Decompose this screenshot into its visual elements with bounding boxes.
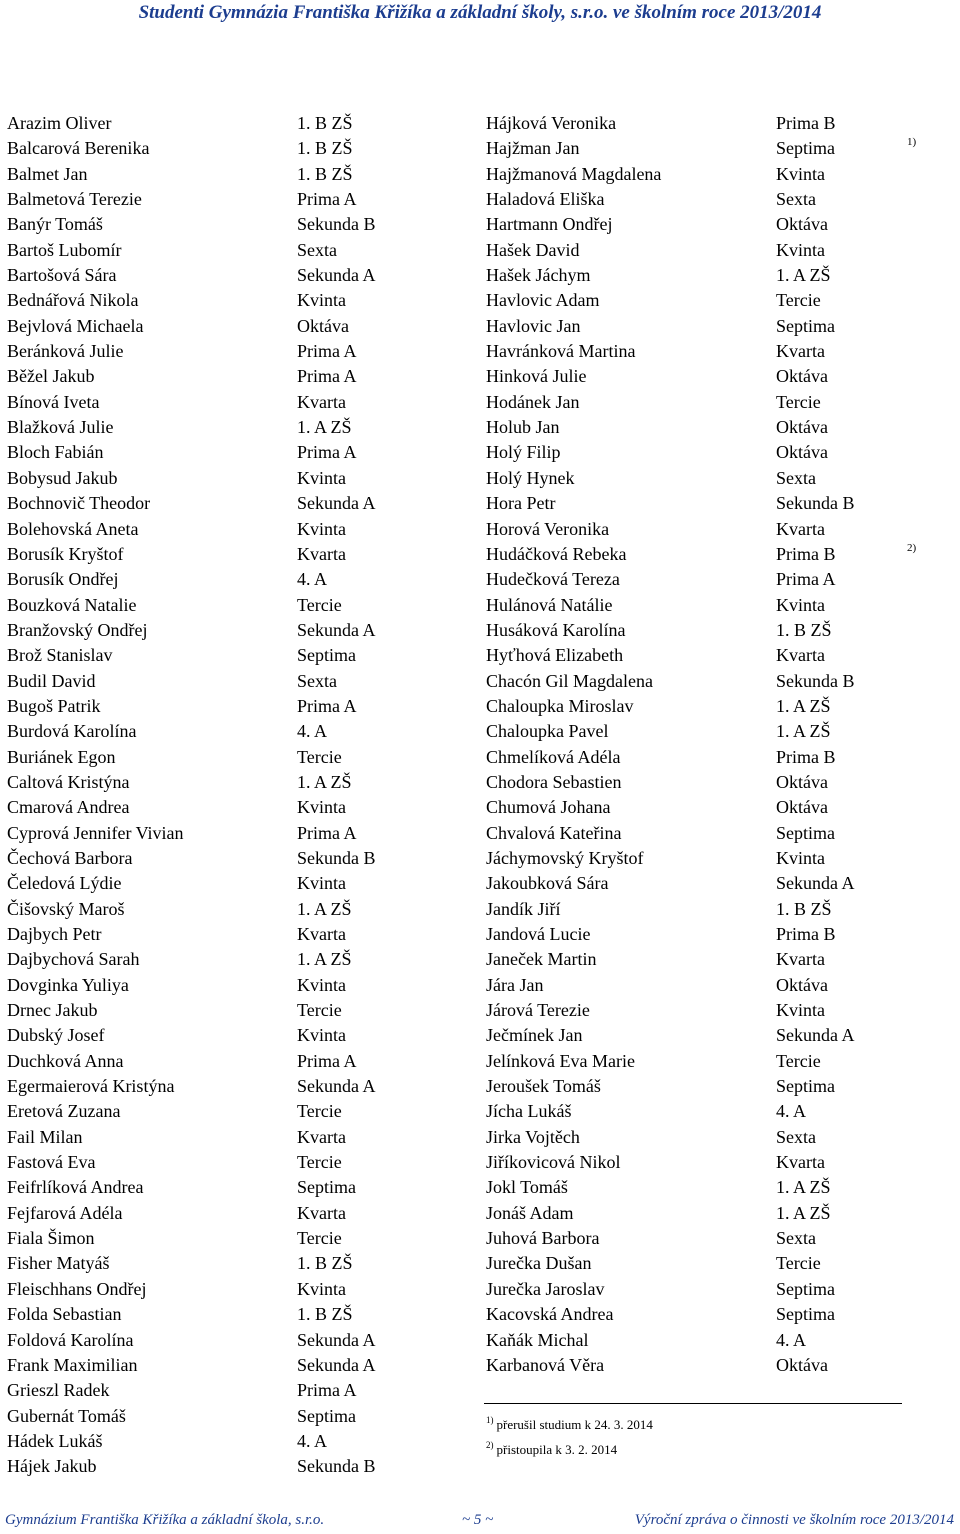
student-class: Septima [776,822,835,843]
student-name: Kacovská Andrea [486,1304,614,1325]
student-name: Bolehovská Aneta [7,518,139,539]
footnote-divider [484,1403,902,1404]
student-name: Duchková Anna [7,1050,124,1071]
page-footer [0,1512,960,1534]
student-name: Balcarová Berenika [7,138,150,159]
student-class: Septima [297,645,356,666]
student-name: Hajžmanová Magdalena [486,163,662,184]
student-class: Kvinta [297,797,346,818]
student-name: Fiala Šimon [7,1228,95,1249]
student-class: Sexta [776,1126,816,1147]
student-class: Sekunda A [297,265,376,286]
student-class: Tercie [776,391,821,412]
student-name: Chmelíková Adéla [486,746,621,767]
student-name: Hašek Jáchym [486,265,591,286]
student-name: Holý Hynek [486,467,575,488]
student-name: Banýr Tomáš [7,214,103,235]
student-name: Caltová Kristýna [7,771,130,792]
student-name: Fastová Eva [7,1152,96,1173]
footnotes [486,1408,653,1458]
student-class: Oktáva [776,771,828,792]
student-class: Kvarta [297,1126,346,1147]
page-header-title: Studenti Gymnázia Františka Křižíka a základní školy, s.r.o. ve školním roce 2013/2014 [138,2,822,23]
student-class: Tercie [776,1050,821,1071]
student-class: Kvarta [297,924,346,944]
student-name: Folda Sebastian [7,1304,122,1325]
student-class: Sexta [776,189,816,210]
student-name: Buriánek Egon [7,746,116,767]
footer-report-title: Výroční zpráva o činnosti ve školním roce 2013/2014 [634,1512,954,1528]
student-class: Oktáva [776,214,828,235]
student-class: 1. A ZŠ [776,1177,831,1198]
student-name: Bochnovič Theodor [7,493,151,514]
student-name: Jurečka Jaroslav [486,1278,605,1299]
student-name: Chaloupka Pavel [486,721,609,742]
student-name: Hyťhová Elizabeth [486,645,624,666]
student-class: 1. A ZŠ [776,265,831,286]
student-name: Fejfarová Adéla [7,1202,123,1223]
student-name: Balmet Jan [7,163,88,184]
student-class: Prima B [776,113,836,133]
student-name: Foldová Karolína [7,1329,134,1350]
student-name: Ječmínek Jan [486,1025,583,1046]
student-name: Čišovský Maroš [7,898,125,919]
student-class: Kvinta [776,847,825,868]
student-class: 1. A ZŠ [297,771,352,792]
student-class: Septima [776,315,835,336]
student-class: Kvinta [776,163,825,184]
student-class: Kvarta [297,543,346,564]
student-class: 1. A ZŠ [297,949,352,970]
student-name: Hajžman Jan [486,138,580,159]
student-class: 1. B ZŠ [297,1253,353,1274]
student-class: Sekunda B [776,493,855,514]
student-class: Sekunda B [297,847,376,868]
footnote-reference: 1) [907,136,917,149]
student-class: Kvarta [297,1202,346,1223]
student-name: Holý Filip [486,442,561,463]
student-name: Járová Terezie [486,1000,590,1021]
student-name: Gubernát Tomáš [7,1405,126,1426]
student-class: Sekunda A [776,1025,855,1046]
student-name: Dajbychová Sarah [7,949,140,970]
student-class: Sekunda A [297,1354,376,1375]
student-class: Kvarta [776,949,825,970]
student-class: Kvinta [297,467,346,488]
student-name: Čeledová Lýdie [7,873,122,894]
student-name: Egermaierová Kristýna [7,1076,175,1097]
student-class: Prima A [297,695,357,716]
student-class: Sekunda B [776,670,855,691]
student-name: Horová Veronika [486,518,610,539]
student-class: 1. A ZŠ [776,695,831,716]
student-class: Kvarta [297,391,346,412]
student-name: Bouzková Natalie [7,594,137,615]
student-class: Kvinta [297,518,346,539]
student-class: Oktáva [776,442,828,463]
student-class: Sekunda B [297,214,376,235]
student-class: Kvinta [297,1278,346,1299]
student-class: Oktáva [297,315,349,336]
footnote [486,1433,653,1458]
student-name: Hádek Lukáš [7,1430,103,1451]
student-name: Balmetová Terezie [7,189,142,210]
student-name: Eretová Zuzana [7,1101,121,1122]
student-name: Bejvlová Michaela [7,315,144,336]
student-class: Tercie [297,1228,342,1249]
student-class: Oktáva [776,1354,828,1375]
student-class: Sexta [297,239,337,260]
student-class: Sekunda B [297,1456,376,1477]
student-class: Prima B [776,746,836,767]
student-name: Čechová Barbora [7,847,133,868]
student-class: Kvinta [297,290,346,311]
student-class: Kvinta [297,1025,346,1046]
student-class: Kvarta [776,518,825,539]
student-class: 1. B ZŠ [297,138,353,159]
student-class: 4. A [297,1430,328,1451]
student-class: 1. A ZŠ [297,898,352,919]
student-class: Prima A [297,1380,357,1401]
student-class: Kvinta [776,594,825,615]
student-class: Oktáva [776,366,828,387]
student-name: Hodánek Jan [486,391,580,412]
student-class: 1. B ZŠ [297,1304,353,1325]
student-class: Septima [297,1177,356,1198]
footer-school-name: Gymnázium Františka Křižíka a základní škola, s.r.o. [5,1512,325,1528]
student-class: Sekunda A [297,619,376,640]
student-name: Cmarová Andrea [7,797,130,818]
student-name: Jokl Tomáš [486,1177,568,1198]
student-name: Běžel Jakub [7,366,95,387]
student-name: Bednářová Nikola [7,290,139,311]
student-class: Sexta [776,1228,816,1249]
student-name: Jandová Lucie [486,924,591,944]
student-class: Sekunda A [297,493,376,514]
student-name: Grieszl Radek [7,1380,110,1401]
student-name: Chodora Sebastien [486,771,622,792]
student-name: Blažková Julie [7,417,114,438]
student-name: Budil David [7,670,96,691]
student-class: Sekunda A [297,1076,376,1097]
student-class: Septima [297,1405,356,1426]
footnote-mark: 1) [486,1415,494,1425]
student-class: Prima A [297,341,357,362]
student-class: Oktáva [776,417,828,438]
student-class: Kvinta [297,974,346,995]
student-name: Kaňák Michal [486,1329,589,1350]
student-name: Dajbych Petr [7,924,102,944]
student-class: Oktáva [776,974,828,995]
student-name: Bobysud Jakub [7,467,118,488]
student-name: Husáková Karolína [486,619,626,640]
student-class: 1. B ZŠ [776,898,832,919]
student-name: Havránková Martina [486,341,636,362]
student-name: Chvalová Kateřina [486,822,622,843]
student-class: Septima [776,1304,835,1325]
student-name: Fail Milan [7,1126,83,1147]
student-class: 4. A [297,569,328,590]
student-class: Kvinta [776,1000,825,1021]
student-class: 4. A [776,1329,807,1350]
student-name: Burdová Karolína [7,721,137,742]
student-name: Hudečková Tereza [486,569,620,590]
student-name: Karbanová Věra [486,1354,605,1375]
student-class: Kvarta [776,1152,825,1173]
student-name: Jurečka Dušan [486,1253,592,1274]
footnote-mark: 2) [486,1440,494,1450]
student-name: Hudáčková Rebeka [486,543,627,564]
student-class: Kvarta [776,341,825,362]
student-name: Jonáš Adam [486,1202,574,1223]
student-name: Havlovic Jan [486,315,581,336]
student-name: Jelínková Eva Marie [486,1050,635,1071]
student-name: Hinková Julie [486,366,587,387]
student-name: Bloch Fabián [7,442,104,463]
student-name: Dovginka Yuliya [7,974,129,995]
student-name: Jícha Lukáš [486,1101,572,1122]
student-name: Fisher Matyáš [7,1253,110,1274]
student-class: 1. A ZŠ [776,1202,831,1223]
student-class: 1. A ZŠ [776,721,831,742]
student-class: Tercie [776,290,821,311]
student-class: Tercie [297,1152,342,1173]
student-class: Prima A [297,189,357,210]
student-class: Prima A [297,366,357,387]
student-name: Arazim Oliver [7,113,112,133]
student-class: Tercie [297,746,342,767]
student-class: 1. B ZŠ [297,113,353,133]
student-name: Chacón Gil Magdalena [486,670,653,691]
student-name: Branžovský Ondřej [7,619,148,640]
student-name: Frank Maximilian [7,1354,138,1375]
footer-page-number: ~ 5 ~ [462,1512,494,1528]
student-class: Septima [776,138,835,159]
student-name: Borusík Ondřej [7,569,119,590]
student-name: Bugoš Patrik [7,695,101,716]
student-class: Septima [776,1076,835,1097]
student-class: Tercie [297,1101,342,1122]
student-name: Dubský Josef [7,1025,105,1046]
footnote [486,1408,653,1433]
student-name: Jára Jan [486,974,544,995]
student-name: Hájek Jakub [7,1456,97,1477]
student-class: 4. A [776,1101,807,1122]
student-name: Fleischhans Ondřej [7,1278,147,1299]
footnote-text: přerušil studium k 24. 3. 2014 [496,1417,653,1432]
student-name: Havlovic Adam [486,290,600,311]
student-name: Bartoš Lubomír [7,239,122,260]
student-class: 1. B ZŠ [297,163,353,184]
student-class: 1. A ZŠ [297,417,352,438]
student-class: 1. B ZŠ [776,619,832,640]
student-name: Brož Stanislav [7,645,113,666]
student-name: Jirka Vojtěch [486,1126,580,1147]
student-name: Beránková Julie [7,341,124,362]
student-class: Kvinta [776,239,825,260]
student-name: Hájková Veronika [486,113,617,133]
student-class: Septima [776,1278,835,1299]
student-name: Cyprová Jennifer Vivian [7,822,184,843]
student-name: Jakoubková Sára [486,873,609,894]
student-name: Jiříkovicová Nikol [486,1152,621,1173]
student-name: Bartošová Sára [7,265,117,286]
student-name: Bínová Iveta [7,391,100,412]
student-class: Sekunda A [297,1329,376,1350]
student-name: Chumová Johana [486,797,611,818]
student-class: Prima B [776,924,836,944]
student-name: Haladová Eliška [486,189,605,210]
student-name: Jáchymovský Kryštof [486,847,644,868]
student-class: Kvinta [297,873,346,894]
student-name: Drnec Jakub [7,1000,98,1021]
student-name: Jandík Jiří [486,898,561,919]
student-class: Oktáva [776,797,828,818]
student-class: Prima A [297,822,357,843]
student-class: Kvarta [776,645,825,666]
student-name: Juhová Barbora [486,1228,600,1249]
student-class: 4. A [297,721,328,742]
student-class: Sexta [297,670,337,691]
student-name: Chaloupka Miroslav [486,695,634,716]
student-name: Hora Petr [486,493,556,514]
student-class: Prima A [297,1050,357,1071]
student-class: Tercie [297,1000,342,1021]
student-class: Tercie [776,1253,821,1274]
footnote-reference: 2) [907,541,917,554]
student-name: Hartmann Ondřej [486,214,613,235]
student-name: Hašek David [486,239,580,260]
student-class: Prima A [776,569,836,590]
student-name: Feifrlíková Andrea [7,1177,144,1198]
student-name: Janeček Martin [486,949,597,970]
student-name: Holub Jan [486,417,560,438]
student-name: Jeroušek Tomáš [486,1076,601,1097]
student-class: Sexta [776,467,816,488]
student-class: Prima A [297,442,357,463]
student-name: Hulánová Natálie [486,594,613,615]
student-class: Prima B [776,543,836,564]
footnote-text: přistoupila k 3. 2. 2014 [496,1442,618,1457]
student-class: Sekunda A [776,873,855,894]
student-class: Tercie [297,594,342,615]
student-name: Borusík Kryštof [7,543,124,564]
